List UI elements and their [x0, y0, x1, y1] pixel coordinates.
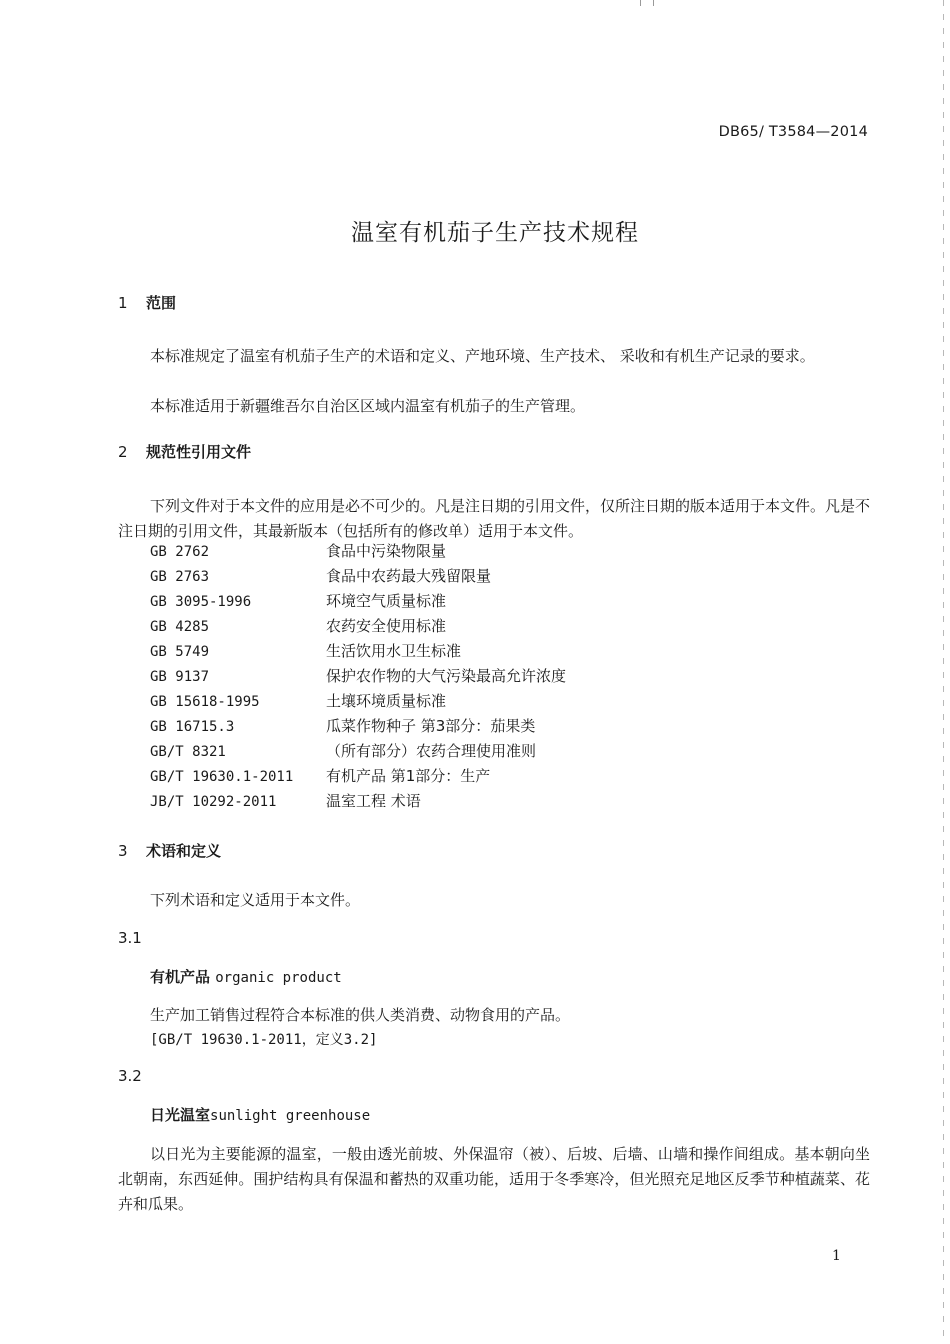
term-3-2-heading — [150, 1104, 370, 1125]
section-title: 范围 — [146, 294, 177, 312]
term-3-2-number: 3.2 — [118, 1067, 142, 1085]
reference-code: GB 4285 — [150, 619, 210, 635]
reference-row — [150, 714, 566, 739]
section-number: 1 — [118, 294, 128, 312]
reference-name: 农药安全使用标准 — [326, 617, 447, 635]
reference-row — [150, 539, 566, 564]
reference-name: 瓜菜作物种子 第3部分：茄果类 — [326, 717, 536, 735]
reference-row — [150, 564, 566, 589]
reference-row — [150, 589, 566, 614]
section-number: 3 — [118, 842, 128, 860]
reference-code: GB 2762 — [150, 544, 210, 560]
reference-code: GB/T 8321 — [150, 744, 226, 760]
scan-edge-artifact — [943, 0, 944, 1344]
section-title: 术语和定义 — [146, 842, 222, 860]
reference-row — [150, 614, 566, 639]
term-english: sunlight greenhouse — [210, 1108, 371, 1124]
term-english: organic product — [215, 970, 342, 986]
section-2-intro: 下列文件对于本文件的应用是必不可少的。凡是注日期的引用文件，仅所注日期的版本适用于本文件。凡是不注日期的引用文件，其最新版本（包括所有的修改单）适用于本文件。 — [118, 497, 871, 540]
section-1-paragraph-1: 本标准规定了温室有机茄子生产的术语和定义、产地环境、生产技术、 采收和有机生产记录的要求。 — [150, 347, 815, 365]
reference-name: 温室工程 术语 — [326, 792, 421, 810]
reference-code: GB 15618-1995 — [150, 694, 260, 710]
section-number: 2 — [118, 443, 128, 461]
term-chinese: 日光温室 — [150, 1106, 211, 1124]
reference-code: JB/T 10292-2011 — [150, 794, 277, 810]
reference-row — [150, 789, 566, 814]
reference-name: 土壤环境质量标准 — [326, 692, 447, 710]
page-number: 1 — [832, 1248, 841, 1264]
section-1-heading — [118, 292, 176, 313]
term-3-1-definition: 生产加工销售过程符合本标准的供人类消费、动物食用的产品。 — [150, 1006, 571, 1024]
section-1-paragraph-2: 本标准适用于新疆维吾尔自治区区域内温室有机茄子的生产管理。 — [150, 397, 586, 415]
reference-name: 环境空气质量标准 — [326, 592, 447, 610]
section-title: 规范性引用文件 — [146, 443, 252, 461]
reference-name: 食品中污染物限量 — [326, 542, 447, 560]
section-3-intro: 下列术语和定义适用于本文件。 — [150, 891, 361, 909]
reference-name: 生活饮用水卫生标准 — [326, 642, 462, 660]
reference-row — [150, 764, 566, 789]
reference-name: （所有部分）农药合理使用准则 — [326, 742, 537, 760]
reference-name: 有机产品 第1部分：生产 — [326, 767, 491, 785]
reference-code: GB/T 19630.1-2011 — [150, 769, 294, 785]
reference-row — [150, 739, 566, 764]
reference-name: 保护农作物的大气污染最高允许浓度 — [326, 667, 567, 685]
reference-row — [150, 664, 566, 689]
term-3-2-definition: 以日光为主要能源的温室，一般由透光前坡、外保温帘（被）、后坡、后墙、山墙和操作间组成。基本朝向坐北朝南，东西延伸。围护结构具有保温和蓄热的双重功能，适用于冬季寒冷，但光照充足地区反季节种植蔬菜、花卉和瓜果。 — [118, 1145, 870, 1213]
term-3-1-number: 3.1 — [118, 929, 142, 947]
reference-row — [150, 689, 566, 714]
reference-code: GB 9137 — [150, 669, 210, 685]
reference-code: GB 2763 — [150, 569, 210, 585]
standard-number: DB65/ T3584—2014 — [718, 124, 868, 140]
reference-list — [150, 539, 566, 814]
section-2-heading — [118, 441, 251, 462]
document-title: 温室有机茄子生产技术规程 — [351, 220, 639, 246]
reference-row — [150, 639, 566, 664]
reference-code: GB 5749 — [150, 644, 210, 660]
reference-code: GB 16715.3 — [150, 719, 235, 735]
term-3-1-source: [GB/T 19630.1-2011，定义3.2] — [150, 1032, 378, 1048]
section-3-heading — [118, 840, 221, 861]
term-chinese: 有机产品 — [150, 968, 211, 986]
reference-name: 食品中农药最大残留限量 — [326, 567, 492, 585]
scan-top-marks — [640, 0, 654, 6]
term-3-1-heading — [150, 966, 342, 987]
reference-code: GB 3095-1996 — [150, 594, 252, 610]
